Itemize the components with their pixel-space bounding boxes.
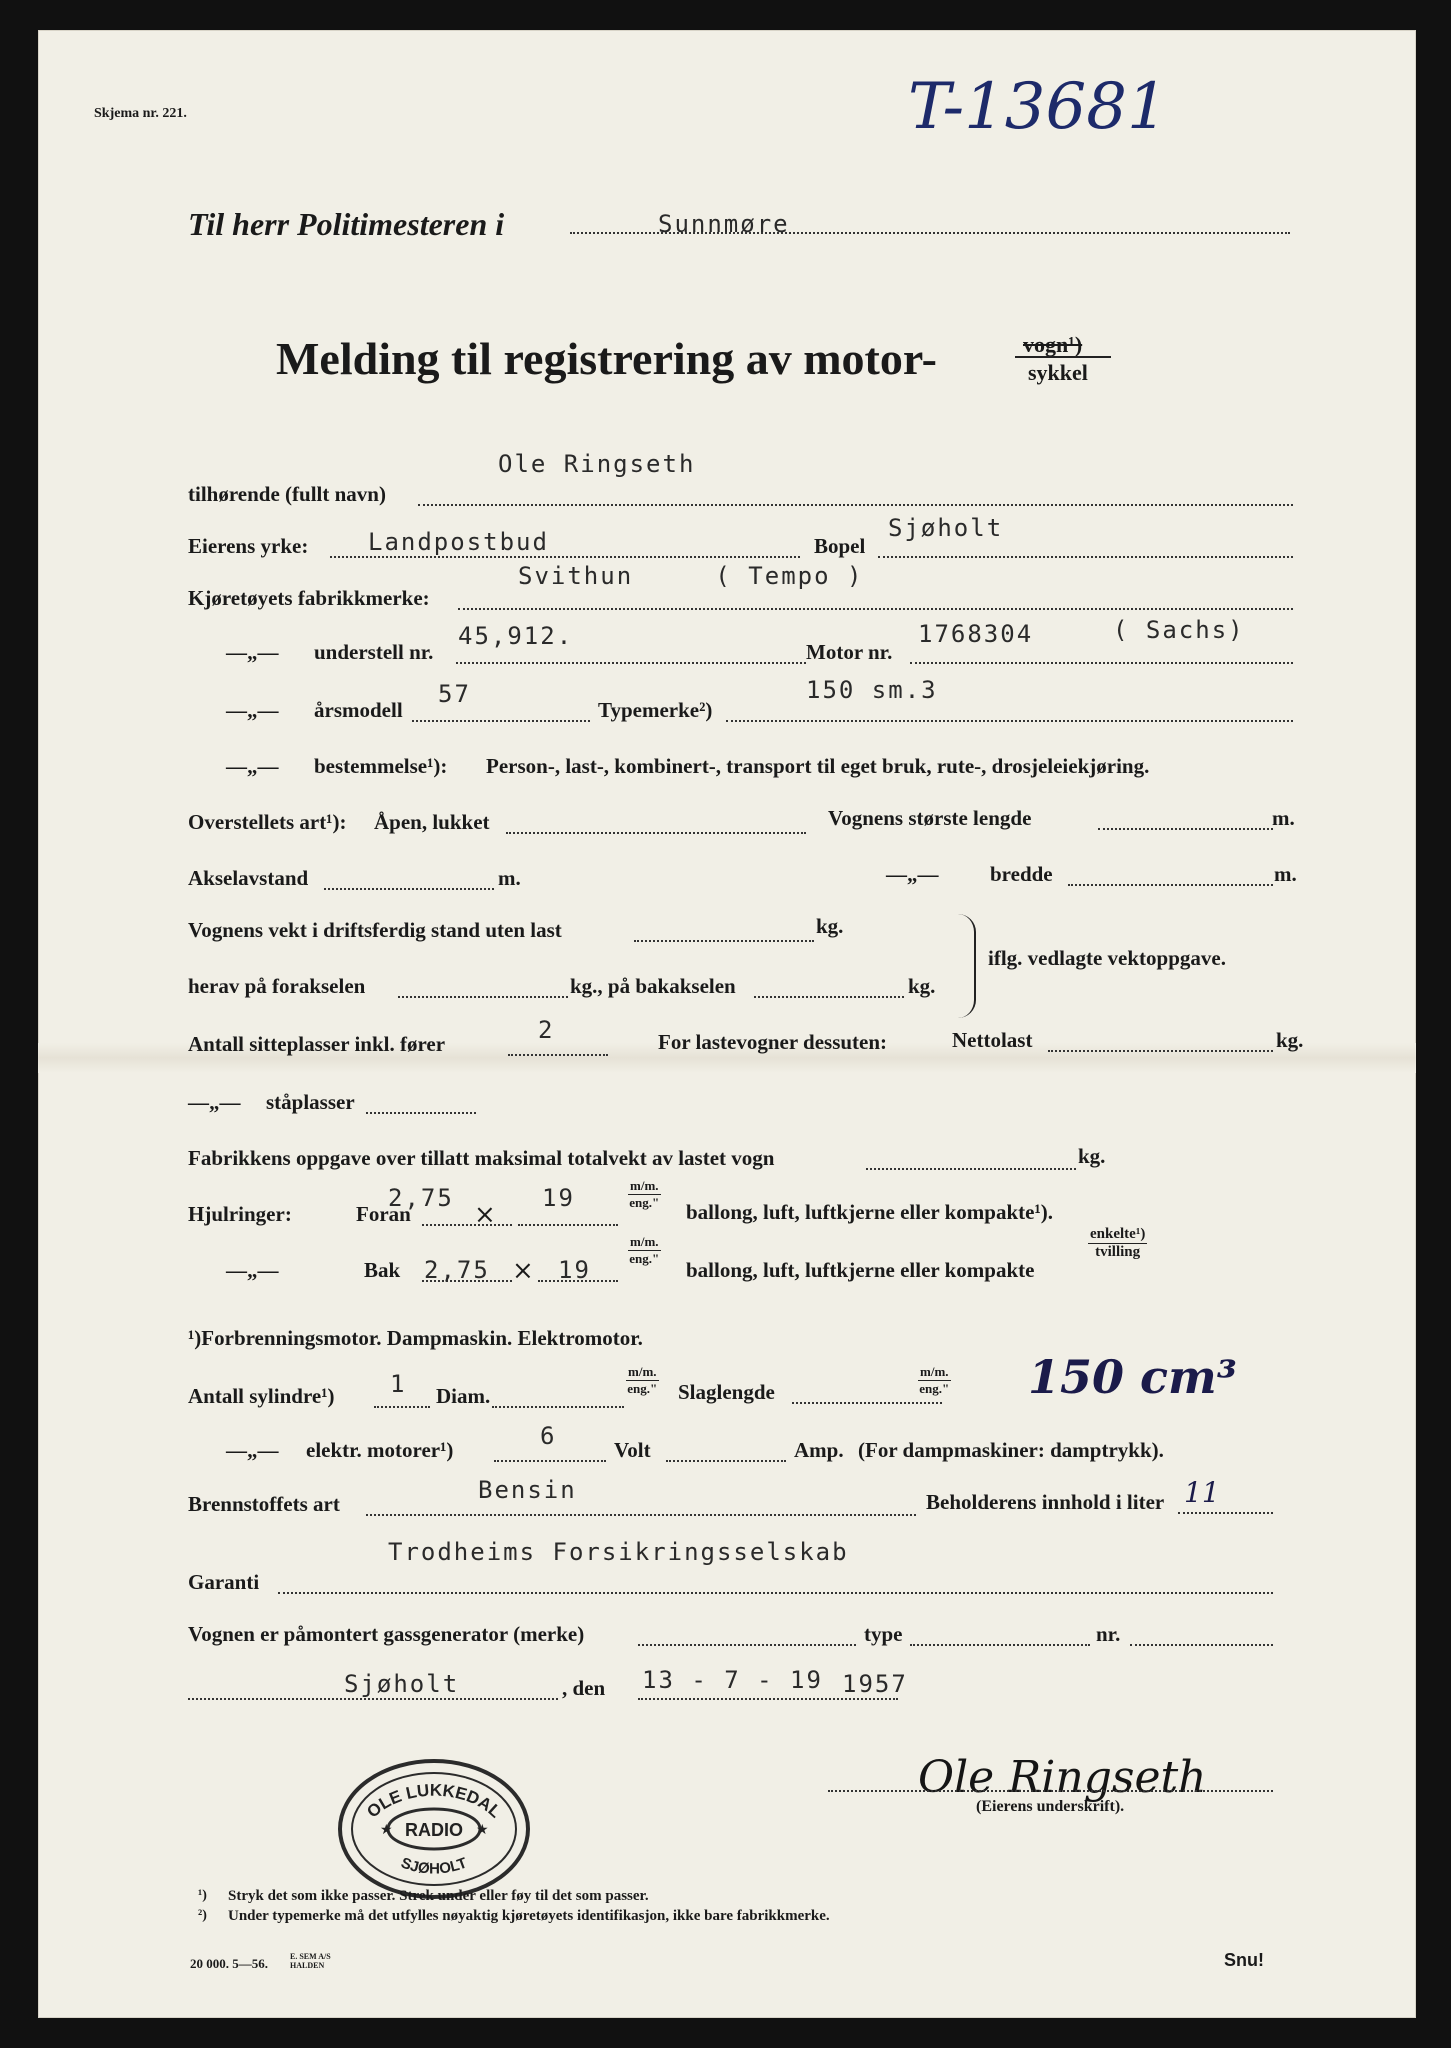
signature-date: 13 - 7 - 19: [642, 1666, 823, 1694]
displacement-handwritten: 150 cm³: [1028, 1350, 1237, 1404]
electric-label: elektr. motorer¹): [306, 1438, 454, 1462]
company-stamp: [334, 1754, 534, 1904]
type-line: [726, 720, 1293, 722]
stroke-line: [792, 1402, 942, 1404]
mm-label: m/m.: [920, 1364, 949, 1379]
twin-label: tvilling: [1095, 1244, 1141, 1260]
residence-line: [878, 556, 1293, 558]
rear-size-a: 2,75: [424, 1256, 490, 1284]
place-line: [188, 1698, 558, 1700]
footnote-1: Stryk det som ikke passer. Strek under eller føy til det som passer.: [228, 1888, 649, 1904]
width-label: bredde: [990, 862, 1053, 886]
police-district: Sunnmøre: [658, 210, 790, 238]
printer-name: E. SEM A/S HALDEN: [290, 1952, 331, 1970]
weight-unit: kg.: [816, 914, 844, 938]
gas-nr-line: [1130, 1644, 1273, 1646]
signature-year: 1957: [842, 1670, 908, 1698]
front-size-b: 19: [542, 1184, 575, 1212]
signature-place: Sjøholt: [344, 1670, 460, 1698]
maxweight-unit: kg.: [1078, 1144, 1106, 1168]
signature-line: [828, 1790, 1273, 1792]
stamp-center-text: RADIO: [405, 1820, 463, 1840]
owner-label: tilhørende (fullt navn): [188, 482, 386, 506]
gas-type-label: type: [864, 1622, 903, 1646]
width-line: [1068, 884, 1273, 886]
residence-value: Sjøholt: [888, 514, 1004, 542]
rear-label: Bak: [364, 1258, 401, 1282]
tank-value: 11: [1184, 1476, 1220, 1509]
rear-size-b: 19: [558, 1256, 591, 1284]
turn-over-label: Snu!: [1224, 1950, 1264, 1970]
cargo-label: For lastevogner dessuten:: [658, 1030, 888, 1054]
ditto-7: —„—: [226, 1438, 279, 1462]
stroke-unit-fraction: [918, 1364, 951, 1397]
front-axle-line: [398, 996, 568, 998]
volt-label: Volt: [614, 1438, 651, 1462]
fuel-line: [366, 1514, 916, 1516]
mm-label: m/m.: [630, 1234, 659, 1249]
front-size-a: 2,75: [388, 1184, 454, 1212]
mm-label: m/m.: [630, 1178, 659, 1193]
front-axle-label: herav på forakselen: [188, 974, 366, 998]
year-label: årsmodell: [314, 698, 403, 722]
motor-brand: ( Sachs): [1113, 616, 1245, 644]
addressee-label: Til herr Politimesteren i: [188, 206, 505, 242]
purpose-text: Person-, last-, kombinert-, transport til eget bruk, rute-, drosjeleiekjøring.: [486, 754, 1150, 778]
electric-line: [494, 1460, 606, 1462]
rear-axle-line: [754, 996, 904, 998]
stamp-star-right: ★: [476, 1822, 489, 1838]
motor-label: Motor nr.: [806, 640, 893, 664]
electric-value: 6: [540, 1422, 557, 1450]
cylinders-label: Antall sylindre¹): [188, 1384, 335, 1408]
seats-label: Antall sitteplasser inkl. fører: [188, 1032, 446, 1056]
maxweight-label: Fabrikkens oppgave over tillatt maksimal totalvekt av lastet vogn: [188, 1146, 775, 1170]
chassis-value: 45,912.: [458, 622, 574, 650]
make-value: Svithun ( Tempo ): [518, 562, 864, 590]
signature-den: , den: [562, 1676, 606, 1700]
length-unit: m.: [1272, 806, 1295, 830]
rear-axle-label: kg., på bakakselen: [570, 974, 736, 998]
weight-brace: [958, 914, 976, 1018]
title-fraction-line: [1015, 356, 1111, 358]
owner-signature-label: (Eierens underskrift).: [976, 1798, 1125, 1815]
year-value: 57: [438, 680, 471, 708]
gas-label: Vognen er påmontert gassgenerator (merke): [188, 1622, 585, 1646]
diam-label: Diam.: [436, 1384, 491, 1408]
axle-label: Akselavstand: [188, 866, 309, 890]
axle-unit: m.: [498, 866, 521, 890]
form-paper: [38, 30, 1416, 2018]
motor-line: [910, 662, 1293, 664]
stamp-top-text: OLE LUKKEDAL: [363, 1780, 505, 1822]
footnote-1-mark: ¹): [198, 1888, 207, 1903]
front-times: ×: [474, 1200, 496, 1230]
footnote-2: Under typemerke må det utfylles nøyaktig kjøretøyets identifikasjon, ikke bare fabrikkmerke.: [228, 1908, 830, 1924]
diam-unit-fraction: [626, 1364, 659, 1397]
title-alt: sykkel: [1028, 360, 1088, 385]
eng-label: eng.": [629, 1251, 660, 1266]
axle-line: [324, 888, 494, 890]
year-line: [412, 720, 590, 722]
ditto-1: —„—: [226, 640, 279, 664]
fuel-value: Bensin: [478, 1476, 577, 1504]
stroke-label: Slaglengde: [678, 1380, 775, 1404]
front-label: Foran: [356, 1202, 411, 1226]
rear-unit-fraction: [628, 1234, 661, 1267]
file-number: T-13681: [908, 70, 1168, 144]
net-unit: kg.: [1276, 1028, 1304, 1052]
guarantor-line: [278, 1592, 1273, 1594]
length-label: Vognens største lengde: [828, 806, 1032, 830]
gas-line: [638, 1644, 856, 1646]
body-text: Åpen, lukket: [374, 810, 490, 834]
net-label: Nettolast: [952, 1028, 1033, 1052]
diam-line: [492, 1406, 624, 1408]
body-line: [506, 832, 806, 834]
eng-label: eng.": [629, 1195, 660, 1210]
residence-label: Bopel: [814, 534, 866, 558]
seats-line: [508, 1054, 608, 1056]
fuel-label: Brennstoffets art: [188, 1492, 340, 1516]
gas-type-line: [910, 1644, 1090, 1646]
guarantor-label: Garanti: [188, 1570, 260, 1594]
guarantor-value: Trodheims Forsikringsselskab: [388, 1538, 849, 1566]
ditto-5: —„—: [188, 1090, 241, 1114]
cylinders-value: 1: [390, 1370, 407, 1398]
owner-signature: Ole Ringseth: [918, 1752, 1207, 1803]
length-line: [1098, 828, 1273, 830]
maxweight-line: [866, 1168, 1076, 1170]
chassis-label: understell nr.: [314, 640, 434, 664]
title-strike: vogn¹): [1023, 332, 1083, 357]
amp-label: Amp.: [794, 1438, 844, 1462]
purpose-label: bestemmelse¹):: [314, 754, 448, 778]
eng-label: eng.": [919, 1381, 950, 1396]
weight-line: [634, 940, 814, 942]
seats-value: 2: [538, 1016, 555, 1044]
type-value: 150 sm.3: [806, 676, 938, 704]
rear-tire-types: ballong, luft, luftkjerne eller kompakte: [686, 1258, 1035, 1282]
occupation-value: Landpostbud: [368, 528, 549, 556]
ditto-4: —„—: [886, 862, 939, 886]
occupation-line: [330, 556, 800, 558]
volt-line: [666, 1460, 786, 1462]
front-tire-types: ballong, luft, luftkjerne eller kompakte¹).: [686, 1200, 1053, 1224]
tires-label: Hjulringer:: [188, 1202, 292, 1226]
chassis-line: [456, 662, 806, 664]
stamp-bottom-text: SJØHOLT: [398, 1854, 470, 1878]
cylinders-line: [374, 1406, 430, 1408]
eng-label: eng.": [627, 1381, 658, 1396]
date-line: [638, 1698, 898, 1700]
form-title: Melding til registrering av motor-: [276, 333, 937, 384]
weight-note: iflg. vedlagte vektoppgave.: [988, 946, 1226, 970]
rear-times: ×: [512, 1256, 534, 1286]
steam-label: (For dampmaskiner: damptrykk).: [858, 1438, 1164, 1462]
owner-value: Ole Ringseth: [498, 450, 696, 478]
printer-info: 20 000. 5—56.: [190, 1956, 268, 1971]
ditto-2: —„—: [226, 698, 279, 722]
type-label: Typemerke²): [598, 698, 713, 722]
body-label: Overstellets art¹):: [188, 810, 347, 834]
footnote-2-mark: ²): [198, 1908, 207, 1923]
stamp-star-left: ★: [380, 1822, 393, 1838]
ditto-3: —„—: [226, 754, 279, 778]
standing-label: ståplasser: [266, 1090, 355, 1114]
tank-line: [1178, 1512, 1273, 1514]
tank-label: Beholderens innhold i liter: [926, 1490, 1165, 1514]
front-unit-fraction: [628, 1178, 661, 1211]
engine-types: ¹)Forbrenningsmotor. Dampmaskin. Elektromotor.: [188, 1326, 643, 1350]
front-b-line: [518, 1224, 618, 1226]
make-label: Kjøretøyets fabrikkmerke:: [188, 586, 430, 610]
mm-label: m/m.: [628, 1364, 657, 1379]
make-line: [458, 608, 1293, 610]
single-label: enkelte¹): [1090, 1226, 1146, 1242]
rear-axle-unit: kg.: [908, 974, 936, 998]
weight-label: Vognens vekt i driftsferdig stand uten last: [188, 918, 562, 942]
owner-line: [418, 504, 1293, 506]
motor-value: 1768304: [918, 620, 1034, 648]
standing-line: [366, 1112, 476, 1114]
single-twin-fraction: [1088, 1226, 1147, 1261]
gas-nr-label: nr.: [1096, 1622, 1121, 1646]
ditto-6: —„—: [226, 1258, 279, 1282]
net-line: [1048, 1050, 1273, 1052]
form-number: Skjema nr. 221.: [94, 106, 187, 121]
width-unit: m.: [1274, 862, 1297, 886]
front-a-line: [422, 1224, 512, 1226]
occupation-label: Eierens yrke:: [188, 534, 309, 558]
